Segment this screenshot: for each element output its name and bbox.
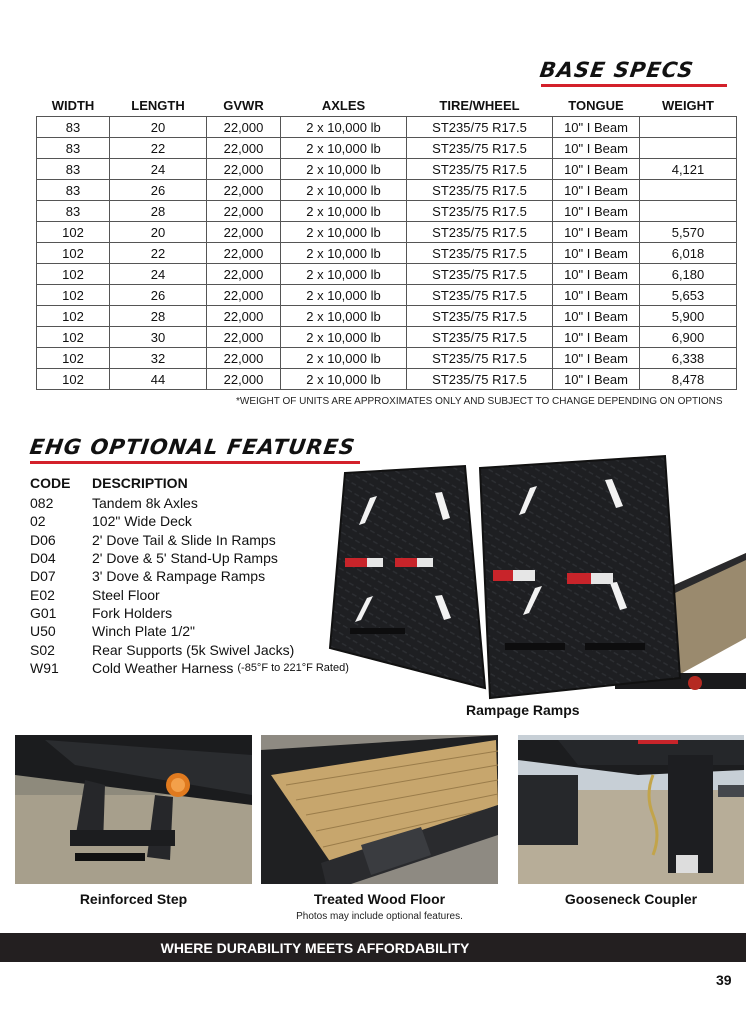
- cell-weight: 5,570: [640, 222, 737, 243]
- cell-tongue: 10" I Beam: [553, 180, 640, 201]
- description-header: DESCRIPTION: [92, 475, 188, 491]
- cell-weight: 6,338: [640, 348, 737, 369]
- cell-axles: 2 x 10,000 lb: [281, 327, 407, 348]
- cell-axles: 2 x 10,000 lb: [281, 369, 407, 390]
- feature-description: Winch Plate 1/2": [92, 623, 196, 640]
- cell-tongue: 10" I Beam: [553, 348, 640, 369]
- feature-code: E02: [30, 586, 55, 603]
- cell-width: 102: [37, 369, 110, 390]
- table-row: [37, 222, 737, 243]
- cell-tongue: 10" I Beam: [553, 369, 640, 390]
- feature-code: G01: [30, 604, 57, 621]
- cell-width: 102: [37, 327, 110, 348]
- cell-axles: 2 x 10,000 lb: [281, 201, 407, 222]
- feature-description: 102" Wide Deck: [92, 513, 192, 530]
- page-number: 39: [716, 972, 732, 988]
- cell-axles: 2 x 10,000 lb: [281, 285, 407, 306]
- table-row: [37, 201, 737, 222]
- cell-gvwr: 22,000: [207, 159, 281, 180]
- reinforced-step-photo: [15, 735, 252, 884]
- cell-tongue: 10" I Beam: [553, 306, 640, 327]
- feature-description: Rear Supports (5k Swivel Jacks): [92, 641, 295, 658]
- cell-axles: 2 x 10,000 lb: [281, 138, 407, 159]
- specs-table-body: [37, 117, 737, 390]
- cell-tongue: 10" I Beam: [553, 222, 640, 243]
- cell-axles: 2 x 10,000 lb: [281, 159, 407, 180]
- cell-length: 26: [110, 180, 207, 201]
- cell-length: 22: [110, 138, 207, 159]
- cell-width: 83: [37, 138, 110, 159]
- cell-tongue: 10" I Beam: [553, 327, 640, 348]
- cell-gvwr: 22,000: [207, 264, 281, 285]
- cell-width: 102: [37, 222, 110, 243]
- table-row: [37, 348, 737, 369]
- treated-wood-floor-photo: [261, 735, 498, 884]
- cell-width: 102: [37, 348, 110, 369]
- cell-tire-wheel: ST235/75 R17.5: [407, 369, 553, 390]
- tagline-text: WHERE DURABILITY MEETS AFFORDABILITY: [160, 939, 470, 956]
- cell-tongue: 10" I Beam: [553, 138, 640, 159]
- cell-length: 30: [110, 327, 207, 348]
- cell-weight: 6,180: [640, 264, 737, 285]
- col-header-width: WIDTH: [51, 98, 95, 113]
- cell-tire-wheel: ST235/75 R17.5: [407, 306, 553, 327]
- cell-weight: [640, 117, 737, 138]
- feature-description: Fork Holders: [92, 604, 173, 621]
- feature-code: W91: [30, 659, 59, 676]
- cell-gvwr: 22,000: [207, 117, 281, 138]
- cell-tire-wheel: ST235/75 R17.5: [407, 222, 553, 243]
- table-row: [37, 159, 737, 180]
- table-row: [37, 264, 737, 285]
- cell-width: 102: [37, 285, 110, 306]
- feature-code: S02: [30, 641, 55, 658]
- col-header-length: LENGTH: [131, 98, 185, 113]
- specs-table: [36, 95, 737, 390]
- cell-length: 26: [110, 285, 207, 306]
- feature-code: D04: [30, 550, 56, 567]
- cell-weight: 5,653: [640, 285, 737, 306]
- feature-description: 3' Dove & Rampage Ramps: [92, 568, 266, 585]
- cell-length: 24: [110, 264, 207, 285]
- cell-gvwr: 22,000: [207, 348, 281, 369]
- cell-axles: 2 x 10,000 lb: [281, 264, 407, 285]
- cell-weight: [640, 138, 737, 159]
- cell-weight: 5,900: [640, 306, 737, 327]
- cell-width: 102: [37, 306, 110, 327]
- cell-length: 28: [110, 306, 207, 327]
- cell-axles: 2 x 10,000 lb: [281, 348, 407, 369]
- cell-axles: 2 x 10,000 lb: [281, 222, 407, 243]
- code-header: CODE: [30, 475, 71, 491]
- cell-weight: 6,900: [640, 327, 737, 348]
- specs-header-row: [37, 95, 737, 117]
- table-row: [37, 243, 737, 264]
- cell-width: 102: [37, 243, 110, 264]
- cell-tongue: 10" I Beam: [553, 285, 640, 306]
- treated-wood-floor-caption: Treated Wood Floor: [313, 891, 446, 907]
- rampage-ramps-caption: Rampage Ramps: [466, 702, 580, 718]
- table-row: [37, 306, 737, 327]
- feature-description: 2' Dove & 5' Stand-Up Ramps: [92, 550, 278, 567]
- table-row: [37, 138, 737, 159]
- cell-weight: 8,478: [640, 369, 737, 390]
- feature-code: D06: [30, 531, 56, 548]
- cell-tire-wheel: ST235/75 R17.5: [407, 348, 553, 369]
- feature-code: 082: [30, 495, 54, 512]
- cell-length: 44: [110, 369, 207, 390]
- feature-code: 02: [30, 513, 46, 530]
- cell-tire-wheel: ST235/75 R17.5: [407, 117, 553, 138]
- feature-note: (-85°F to 221°F Rated): [237, 661, 349, 674]
- reinforced-step-caption: Reinforced Step: [79, 891, 188, 907]
- cell-tire-wheel: ST235/75 R17.5: [407, 180, 553, 201]
- cell-length: 28: [110, 201, 207, 222]
- cell-axles: 2 x 10,000 lb: [281, 243, 407, 264]
- cell-gvwr: 22,000: [207, 369, 281, 390]
- cell-length: 20: [110, 117, 207, 138]
- feature-code: D07: [30, 568, 56, 585]
- col-header-tire-wheel: TIRE/WHEEL: [439, 98, 520, 113]
- feature-code: U50: [30, 623, 56, 640]
- cell-tire-wheel: ST235/75 R17.5: [407, 159, 553, 180]
- cell-length: 20: [110, 222, 207, 243]
- base-specs-title: BASE SPECS: [538, 58, 696, 82]
- cell-weight: [640, 201, 737, 222]
- feature-description: Steel Floor: [92, 586, 160, 603]
- gooseneck-coupler-caption: Gooseneck Coupler: [564, 891, 698, 907]
- cell-tire-wheel: ST235/75 R17.5: [407, 201, 553, 222]
- cell-tire-wheel: ST235/75 R17.5: [407, 327, 553, 348]
- cell-tire-wheel: ST235/75 R17.5: [407, 285, 553, 306]
- cell-axles: 2 x 10,000 lb: [281, 306, 407, 327]
- photo-disclaimer: Photos may include optional features.: [296, 911, 463, 922]
- table-row: [37, 117, 737, 138]
- feature-description: Cold Weather Harness: [92, 659, 234, 676]
- cell-length: 22: [110, 243, 207, 264]
- cell-gvwr: 22,000: [207, 243, 281, 264]
- cell-weight: 4,121: [640, 159, 737, 180]
- table-row: [37, 327, 737, 348]
- optional-features-underline: [30, 461, 360, 464]
- cell-tongue: 10" I Beam: [553, 117, 640, 138]
- cell-width: 83: [37, 117, 110, 138]
- cell-tongue: 10" I Beam: [553, 243, 640, 264]
- table-row: [37, 285, 737, 306]
- cell-gvwr: 22,000: [207, 138, 281, 159]
- tagline-banner: [0, 933, 746, 962]
- table-row: [37, 180, 737, 201]
- cell-tire-wheel: ST235/75 R17.5: [407, 264, 553, 285]
- cell-weight: 6,018: [640, 243, 737, 264]
- feature-description: Tandem 8k Axles: [92, 495, 198, 512]
- cell-width: 83: [37, 159, 110, 180]
- cell-axles: 2 x 10,000 lb: [281, 180, 407, 201]
- base-specs-underline: [541, 84, 727, 87]
- table-row: [37, 369, 737, 390]
- col-header-gvwr: GVWR: [223, 98, 264, 113]
- cell-width: 83: [37, 201, 110, 222]
- cell-tongue: 10" I Beam: [553, 159, 640, 180]
- cell-axles: 2 x 10,000 lb: [281, 117, 407, 138]
- cell-tongue: 10" I Beam: [553, 264, 640, 285]
- cell-width: 102: [37, 264, 110, 285]
- cell-tongue: 10" I Beam: [553, 201, 640, 222]
- gooseneck-coupler-photo: [518, 735, 744, 884]
- cell-gvwr: 22,000: [207, 306, 281, 327]
- weight-footnote: *WEIGHT OF UNITS ARE APPROXIMATES ONLY AND SUBJECT TO CHANGE DEPENDING ON OPTIONS: [236, 396, 723, 407]
- cell-gvwr: 22,000: [207, 180, 281, 201]
- optional-features-title: EHG OPTIONAL FEATURES: [28, 435, 357, 459]
- cell-width: 83: [37, 180, 110, 201]
- col-header-tongue: TONGUE: [568, 98, 624, 113]
- feature-description: 2' Dove Tail & Slide In Ramps: [92, 531, 276, 548]
- cell-length: 32: [110, 348, 207, 369]
- cell-gvwr: 22,000: [207, 285, 281, 306]
- cell-gvwr: 22,000: [207, 201, 281, 222]
- col-header-axles: AXLES: [321, 98, 366, 113]
- rampage-ramps-image: [315, 448, 746, 710]
- cell-tire-wheel: ST235/75 R17.5: [407, 138, 553, 159]
- cell-length: 24: [110, 159, 207, 180]
- cell-gvwr: 22,000: [207, 327, 281, 348]
- cell-tire-wheel: ST235/75 R17.5: [407, 243, 553, 264]
- cell-weight: [640, 180, 737, 201]
- cell-gvwr: 22,000: [207, 222, 281, 243]
- col-header-weight: WEIGHT: [662, 98, 714, 113]
